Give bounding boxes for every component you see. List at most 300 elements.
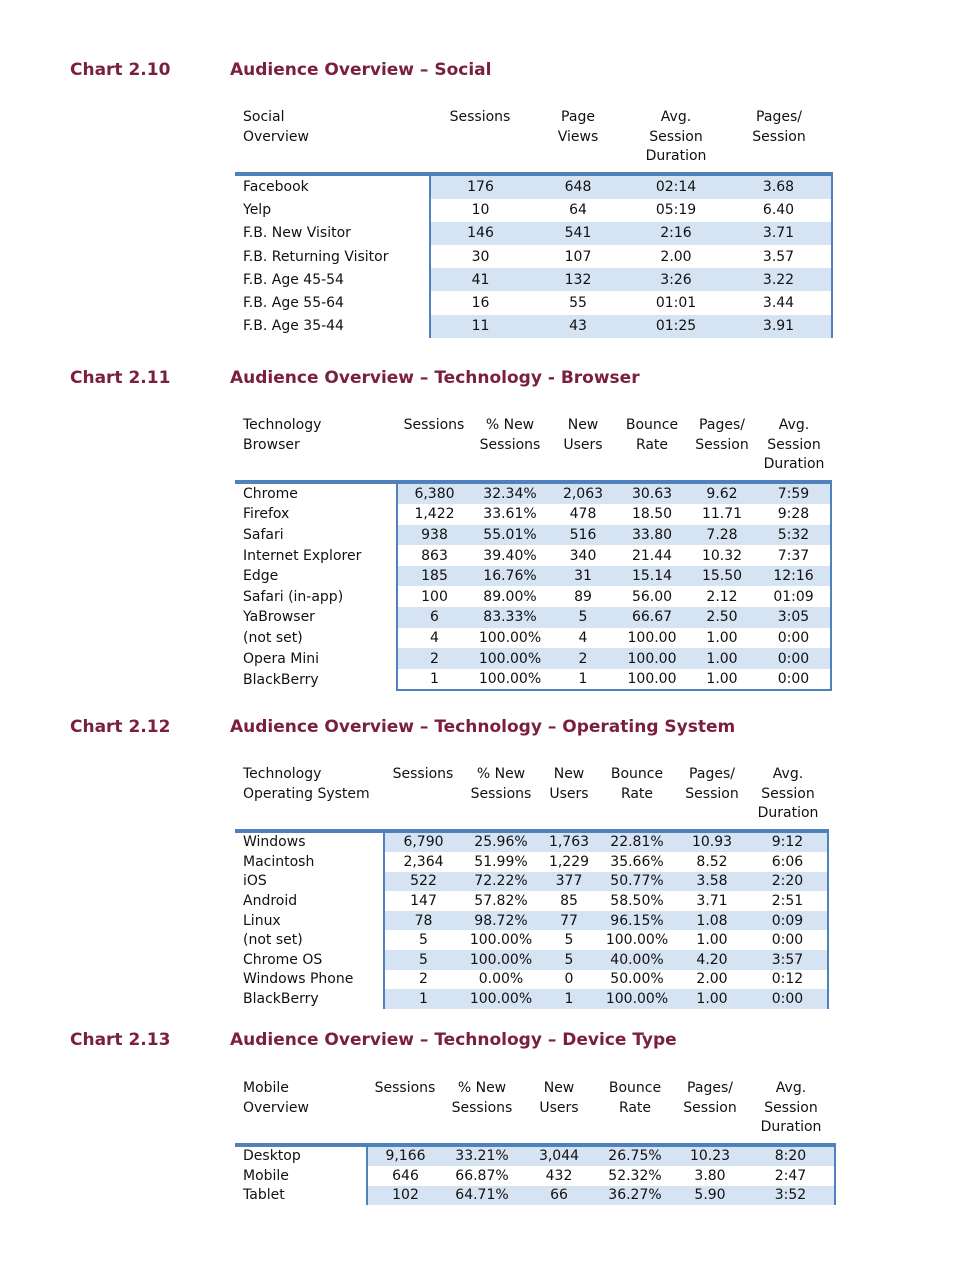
table-cell: 3.71 [726, 222, 832, 245]
table-cell: 11.71 [701, 506, 743, 523]
table-cell: 6.40 [726, 199, 832, 222]
row-label: Internet Explorer [235, 545, 397, 566]
table-cell: 1 [549, 669, 617, 691]
table-cell: 3:57 [748, 950, 828, 970]
table-cell: 3.68 [726, 174, 832, 199]
column-header-line: Technology [243, 417, 322, 433]
table-row [235, 831, 828, 853]
table-cell: 2:47 [747, 1166, 835, 1186]
table-cell: 102 [367, 1186, 443, 1206]
table-row [235, 891, 828, 911]
table-cell: 3:52 [747, 1186, 835, 1206]
column-header [521, 1079, 597, 1145]
row-label: Firefox [235, 504, 397, 525]
column-header [384, 765, 462, 831]
table-cell: 100.00% [471, 648, 549, 669]
table-cell: 0.00% [478, 971, 524, 988]
chart-title: Audience Overview – Social [230, 60, 492, 80]
table-cell: 52.32% [608, 1167, 662, 1184]
column-header-line: Session [761, 785, 815, 802]
table-cell: 2.50 [687, 607, 757, 628]
column-header [673, 1079, 747, 1145]
column-header [235, 108, 430, 174]
row-label: F.B. Age 55-64 [235, 291, 430, 314]
column-header-line: New [567, 417, 599, 433]
table-cell: 66.87% [455, 1167, 509, 1184]
column-header-line: Overview [243, 1099, 309, 1116]
table-cell: 8:20 [747, 1145, 835, 1167]
table-cell: 3.57 [726, 245, 832, 268]
table-cell: 85 [560, 893, 578, 910]
column-header-line: Session [649, 128, 703, 145]
table-cell: 01:25 [626, 315, 726, 338]
table-cell: 9,166 [367, 1145, 443, 1167]
table-cell: 41 [430, 268, 530, 291]
table-cell: 3.80 [694, 1167, 726, 1184]
table-cell: 2.12 [706, 588, 738, 605]
table-row [235, 245, 832, 268]
column-header [687, 416, 757, 482]
table-cell: 0:09 [748, 911, 828, 931]
table-cell: 432 [545, 1167, 573, 1184]
column-header-line: Session [685, 785, 739, 802]
column-header [597, 1079, 673, 1145]
column-header-line: Technology [243, 766, 322, 782]
table-cell: 100.00 [627, 629, 677, 646]
header-row [235, 416, 831, 482]
table-cell: 30 [430, 245, 530, 268]
table-cell: 43 [530, 315, 626, 338]
column-header-line: Duration [760, 1119, 822, 1135]
table-cell: 25.96% [462, 831, 540, 853]
row-label: Linux [235, 911, 384, 931]
column-header [530, 108, 626, 174]
table-cell: 5 [540, 950, 598, 970]
column-header-line: Sessions [374, 1080, 436, 1096]
table-cell: 146 [430, 222, 530, 245]
table-cell: 64 [569, 202, 587, 219]
column-header-line: Session [767, 436, 821, 453]
table-cell: 522 [384, 872, 462, 892]
column-header [235, 416, 397, 482]
chart-label: Chart 2.10 [70, 60, 171, 80]
table-cell: 66.67 [617, 607, 687, 628]
table-cell: 2:51 [748, 891, 828, 911]
operating-system-table [235, 765, 829, 1009]
table-cell: 64.71% [443, 1186, 521, 1206]
chart-label: Chart 2.13 [70, 1030, 171, 1050]
table-cell: 15.50 [687, 566, 757, 587]
table-cell: 0:00 [748, 989, 828, 1009]
table-cell: 100.00 [617, 669, 687, 691]
column-header-line: Page [561, 109, 595, 125]
column-header-line: Browser [243, 436, 300, 453]
header-row [235, 1079, 835, 1145]
table-cell: 5.90 [673, 1186, 747, 1206]
table-cell: 10.32 [701, 547, 743, 564]
column-header-line: Avg. [772, 766, 804, 782]
chart-title: Audience Overview – Technology - Browser [230, 368, 640, 388]
table-cell: 50.77% [598, 872, 676, 892]
table-cell: 1.00 [696, 932, 728, 949]
column-header-line: Rate [618, 1099, 652, 1116]
table-cell: 5 [384, 950, 462, 970]
table-cell: 100.00% [462, 950, 540, 970]
row-label: (not set) [235, 628, 397, 649]
table-cell: 938 [397, 525, 471, 546]
column-header [626, 108, 726, 174]
row-label: iOS [235, 872, 384, 892]
table-cell: 648 [530, 174, 626, 199]
table-row [235, 222, 832, 245]
table-cell: 21.44 [631, 547, 673, 564]
column-header-line: Overview [243, 128, 309, 145]
column-header-line: Operating System [243, 785, 370, 802]
table-cell: 9.62 [687, 482, 757, 505]
chart-title: Audience Overview – Technology – Operating System [230, 717, 736, 737]
table-cell: 1.00 [687, 669, 757, 691]
table-cell: 96.15% [598, 911, 676, 931]
column-header-line: New [543, 1080, 575, 1096]
column-header [443, 1079, 521, 1145]
table-cell: 05:19 [655, 202, 697, 219]
table-cell: 863 [397, 545, 471, 566]
table-row [235, 1186, 835, 1206]
table-cell: 3,044 [521, 1145, 597, 1167]
row-label: Windows [235, 831, 384, 853]
table-cell: 4 [578, 629, 588, 646]
table-cell: 0:00 [748, 930, 828, 950]
row-label: BlackBerry [235, 669, 397, 691]
table-cell: 646 [367, 1166, 443, 1186]
table-cell: 15.14 [617, 566, 687, 587]
column-header [747, 1079, 835, 1145]
device-type-table [235, 1079, 836, 1205]
table-cell: 176 [430, 174, 530, 199]
table-cell: 32.34% [471, 482, 549, 505]
table-cell: 78 [384, 911, 462, 931]
row-label: F.B. New Visitor [235, 222, 430, 245]
column-header-line: Views [557, 128, 599, 145]
table-cell: 40.00% [598, 950, 676, 970]
row-label: Macintosh [235, 852, 384, 872]
table-cell: 7:59 [757, 482, 831, 505]
column-header-line: Duration [757, 805, 819, 821]
column-header [471, 416, 549, 482]
chart-label: Chart 2.12 [70, 717, 171, 737]
table-cell: 1,422 [397, 504, 471, 525]
table-row [235, 545, 831, 566]
table-cell: 77 [540, 911, 598, 931]
table-cell: 2.00 [660, 248, 692, 265]
column-header [462, 765, 540, 831]
column-header-line: Avg. [660, 109, 692, 125]
table-row [235, 970, 828, 990]
table-cell: 340 [569, 547, 597, 564]
table-cell: 147 [384, 891, 462, 911]
table-cell: 1 [397, 669, 471, 691]
row-label: Safari (in-app) [235, 586, 397, 607]
table-cell: 3:26 [626, 268, 726, 291]
column-header-line: Avg. [778, 417, 810, 433]
table-cell: 2 [384, 970, 462, 990]
table-row [235, 315, 832, 338]
row-label: Tablet [235, 1186, 367, 1206]
row-label: Mobile [235, 1166, 367, 1186]
column-header [617, 416, 687, 482]
row-label: Facebook [235, 174, 430, 199]
column-header-line: Sessions [451, 1099, 513, 1116]
table-cell: 6,380 [397, 482, 471, 505]
table-cell: 107 [564, 248, 592, 265]
column-header [748, 765, 828, 831]
column-header [676, 765, 748, 831]
row-label: Yelp [235, 199, 430, 222]
table-cell: 72.22% [462, 872, 540, 892]
table-cell: 56.00 [631, 588, 673, 605]
table-cell: 9:12 [748, 831, 828, 853]
table-cell: 01:09 [757, 586, 831, 607]
table-cell: 185 [397, 566, 471, 587]
table-cell: 66 [521, 1186, 597, 1206]
table-cell: 10 [430, 199, 530, 222]
table-row [235, 566, 831, 587]
table-cell: 2,063 [549, 482, 617, 505]
table-cell: 2,364 [384, 852, 462, 872]
table-cell: 100 [397, 586, 471, 607]
table-cell: 100.00 [617, 648, 687, 669]
column-header-line: Sessions [449, 109, 511, 125]
table-cell: 1.08 [676, 911, 748, 931]
table-row [235, 525, 831, 546]
table-cell: 5:32 [757, 525, 831, 546]
table-cell: 9:28 [757, 504, 831, 525]
table-cell: 100.00% [462, 989, 540, 1009]
table-cell: 100.00% [471, 669, 549, 691]
table-cell: 89.00% [483, 588, 537, 605]
table-cell: 516 [549, 525, 617, 546]
table-row [235, 669, 831, 691]
table-row [235, 174, 832, 199]
table-row [235, 1166, 835, 1186]
table-cell: 100.00% [605, 932, 669, 949]
table-cell: 10.23 [673, 1145, 747, 1167]
table-cell: 0:00 [757, 628, 831, 649]
table-cell: 6:06 [748, 852, 828, 872]
row-label: Windows Phone [235, 970, 384, 990]
column-header-line: Pages/ [689, 766, 735, 782]
column-header-line: Session [752, 128, 806, 145]
table-row [235, 291, 832, 314]
table-cell: 3.71 [696, 893, 728, 910]
table-cell: 16.76% [471, 566, 549, 587]
table-cell: 57.82% [474, 893, 528, 910]
column-header-line: Users [539, 1099, 579, 1116]
column-header-line: Sessions [392, 766, 454, 782]
column-header-line: Duration [763, 456, 825, 472]
table-cell: 1.00 [687, 648, 757, 669]
table-row [235, 268, 832, 291]
column-header-line: Session [764, 1099, 818, 1116]
column-header-line: Mobile [243, 1080, 289, 1096]
table-cell: 2:16 [626, 222, 726, 245]
chart-title: Audience Overview – Technology – Device Type [230, 1030, 677, 1050]
table-cell: 6 [397, 607, 471, 628]
table-cell: 3.58 [676, 872, 748, 892]
table-row [235, 911, 828, 931]
column-header-line: Duration [645, 148, 707, 164]
row-label: Safari [235, 525, 397, 546]
table-cell: 4 [397, 628, 471, 649]
table-row [235, 586, 831, 607]
table-cell: 33.21% [443, 1145, 521, 1167]
column-header-line: % New [476, 766, 526, 782]
table-row [235, 989, 828, 1009]
column-header-line: Sessions [479, 436, 541, 453]
table-cell: 55.01% [471, 525, 549, 546]
table-cell: 100.00% [469, 932, 533, 949]
column-header-line: Social [243, 109, 285, 125]
table-row [235, 607, 831, 628]
column-header-line: Bounce [608, 1080, 662, 1096]
column-header [235, 765, 384, 831]
table-cell: 12:16 [757, 566, 831, 587]
column-header [430, 108, 530, 174]
table-cell: 541 [530, 222, 626, 245]
row-label: BlackBerry [235, 989, 384, 1009]
column-header-line: Bounce [610, 766, 664, 782]
table-cell: 01:01 [655, 295, 697, 312]
table-cell: 26.75% [597, 1145, 673, 1167]
table-cell: 2 [549, 648, 617, 669]
table-cell: 132 [530, 268, 626, 291]
table-cell: 55 [569, 295, 587, 312]
row-label: F.B. Age 45-54 [235, 268, 430, 291]
table-row [235, 504, 831, 525]
column-header-line: Pages/ [699, 417, 745, 433]
table-cell: 3.91 [726, 315, 832, 338]
table-cell: 1,763 [540, 831, 598, 853]
chart-label: Chart 2.11 [70, 368, 171, 388]
column-header-line: Avg. [775, 1080, 807, 1096]
column-header-line: % New [485, 417, 535, 433]
table-cell: 2:20 [748, 872, 828, 892]
table-cell: 478 [569, 506, 597, 523]
column-header-line: Rate [635, 436, 669, 453]
table-cell: 100.00% [598, 989, 676, 1009]
table-cell: 0 [564, 971, 574, 988]
row-label: F.B. Age 35-44 [235, 315, 430, 338]
table-cell: 33.80 [617, 525, 687, 546]
table-cell: 0:00 [757, 669, 831, 691]
row-label: F.B. Returning Visitor [235, 245, 430, 268]
table-cell: 2 [397, 648, 471, 669]
table-cell: 58.50% [610, 893, 664, 910]
table-cell: 83.33% [471, 607, 549, 628]
table-cell: 2.00 [696, 971, 728, 988]
row-label: Desktop [235, 1145, 367, 1167]
table-row [235, 482, 831, 505]
table-cell: 0:00 [757, 648, 831, 669]
column-header [549, 416, 617, 482]
table-cell: 100.00% [478, 629, 542, 646]
column-header-line: Session [683, 1099, 737, 1116]
column-header-line: Users [563, 436, 603, 453]
table-cell: 1 [384, 989, 462, 1009]
column-header [726, 108, 832, 174]
table-cell: 10.93 [676, 831, 748, 853]
table-cell: 0:12 [748, 970, 828, 990]
social-overview-table [235, 108, 833, 338]
table-cell: 7.28 [687, 525, 757, 546]
row-label: (not set) [235, 930, 384, 950]
table-cell: 5 [549, 607, 617, 628]
column-header [540, 765, 598, 831]
row-label: Edge [235, 566, 397, 587]
table-cell: 35.66% [610, 853, 664, 870]
column-header-line: % New [457, 1080, 507, 1096]
column-header [598, 765, 676, 831]
table-cell: 22.81% [598, 831, 676, 853]
table-cell: 3:05 [757, 607, 831, 628]
table-row [235, 950, 828, 970]
table-cell: 89 [574, 588, 592, 605]
row-label: Chrome OS [235, 950, 384, 970]
table-cell: 11 [430, 315, 530, 338]
column-header-line: Users [549, 785, 589, 802]
table-cell: 31 [549, 566, 617, 587]
table-cell: 39.40% [483, 547, 537, 564]
row-label: Android [235, 891, 384, 911]
table-cell: 4.20 [676, 950, 748, 970]
header-row [235, 108, 832, 174]
column-header [235, 1079, 367, 1145]
column-header-line: Pages/ [756, 109, 802, 125]
row-label: Chrome [235, 482, 397, 505]
column-header [757, 416, 831, 482]
column-header-line: Session [695, 436, 749, 453]
table-row [235, 872, 828, 892]
table-cell: 3.44 [726, 291, 832, 314]
column-header-line: Pages/ [687, 1080, 733, 1096]
table-cell: 5 [564, 932, 574, 949]
table-cell: 50.00% [610, 971, 664, 988]
table-cell: 36.27% [597, 1186, 673, 1206]
table-row [235, 628, 831, 649]
column-header-line: Bounce [625, 417, 679, 433]
table-cell: 16 [430, 291, 530, 314]
table-cell: 6,790 [384, 831, 462, 853]
table-cell: 5 [384, 930, 462, 950]
table-cell: 3.22 [726, 268, 832, 291]
table-row [235, 199, 832, 222]
column-header-line: Sessions [403, 417, 465, 433]
table-cell: 30.63 [617, 482, 687, 505]
table-cell: 18.50 [631, 506, 673, 523]
table-row [235, 930, 828, 950]
table-row [235, 648, 831, 669]
column-header [397, 416, 471, 482]
row-label: Opera Mini [235, 648, 397, 669]
table-row [235, 852, 828, 872]
column-header-line: Rate [620, 785, 654, 802]
table-cell: 33.61% [483, 506, 537, 523]
table-cell: 1.00 [676, 989, 748, 1009]
table-cell: 02:14 [626, 174, 726, 199]
browser-table [235, 416, 832, 691]
table-cell: 7:37 [757, 545, 831, 566]
column-header [367, 1079, 443, 1145]
